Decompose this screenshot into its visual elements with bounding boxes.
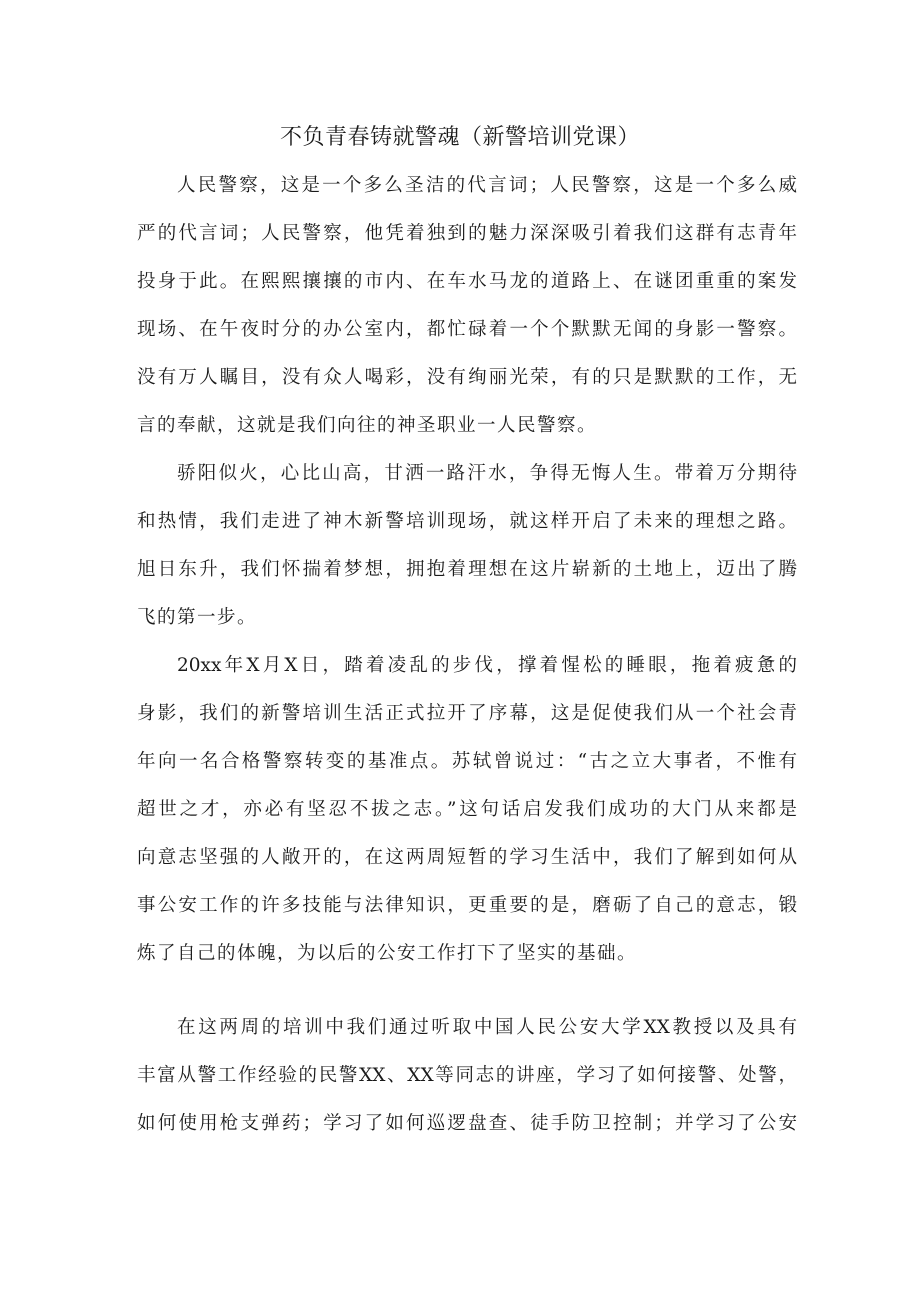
paragraph-1-line-2: 严的代言词；人民警察，他凭着独到的魅力深深吸引着我们这群有志青年 xyxy=(137,223,797,244)
paragraph-3-line-1: 20xx年X月X日，踏着凌乱的步伐，撑着惺松的睡眼，拖着疲惫的 xyxy=(177,655,797,676)
paragraph-2-line-4: 飞的第一步。 xyxy=(137,607,258,628)
document-title: 不负青春铸就警魂（新警培训党课） xyxy=(279,125,640,150)
paragraph-4-line-3: 如何使用枪支弹药；学习了如何巡逻盘查、徒手防卫控制；并学习了公安 xyxy=(137,1113,797,1134)
paragraph-2-line-1: 骄阳似火，心比山高，甘洒一路汗水，争得无悔人生。带着万分期待 xyxy=(177,463,797,484)
paragraph-1-line-1: 人民警察，这是一个多么圣洁的代言词；人民警察，这是一个多么威 xyxy=(177,175,797,196)
paragraph-3-line-2: 身影，我们的新警培训生活正式拉开了序幕，这是促使我们从一个社会青 xyxy=(137,703,797,724)
paragraph-4-line-1: 在这两周的培训中我们通过听取中国人民公安大学XX教授以及具有 xyxy=(177,1017,797,1038)
paragraph-1-line-5: 没有万人瞩目，没有众人喝彩，没有绚丽光荣，有的只是默默的工作，无 xyxy=(137,367,797,388)
paragraph-1-line-3: 投身于此。在熙熙攘攘的市内、在车水马龙的道路上、在谜团重重的案发 xyxy=(137,271,797,292)
paragraph-2-line-3: 旭日东升，我们怀揣着梦想，拥抱着理想在这片崭新的土地上，迈出了腾 xyxy=(137,559,797,580)
paragraph-3-line-4: 超世之才，亦必有坚忍不拔之志。”这句话启发我们成功的大门从来都是 xyxy=(137,799,797,820)
paragraph-4-line-2: 丰富从警工作经验的民警XX、XX等同志的讲座，学习了如何接警、处警， xyxy=(137,1065,797,1086)
paragraph-1-line-4: 现场、在午夜时分的办公室内，都忙碌着一个个默默无闻的身影一警察。 xyxy=(137,319,797,340)
paragraph-1-line-6: 言的奉献，这就是我们向往的神圣职业一人民警察。 xyxy=(137,415,598,436)
paragraph-3-line-7: 炼了自己的体魄，为以后的公安工作打下了坚实的基础。 xyxy=(137,943,638,964)
paragraph-3-line-6: 事公安工作的许多技能与法律知识，更重要的是，磨砺了自己的意志，锻 xyxy=(137,895,797,916)
paragraph-2-line-2: 和热情，我们走进了神木新警培训现场，就这样开启了未来的理想之路。 xyxy=(137,511,797,532)
paragraph-3-line-5: 向意志坚强的人敞开的，在这两周短暂的学习生活中，我们了解到如何从 xyxy=(137,847,797,868)
paragraph-3-line-3: 年向一名合格警察转变的基准点。苏轼曾说过：“古之立大事者，不惟有 xyxy=(137,751,797,772)
